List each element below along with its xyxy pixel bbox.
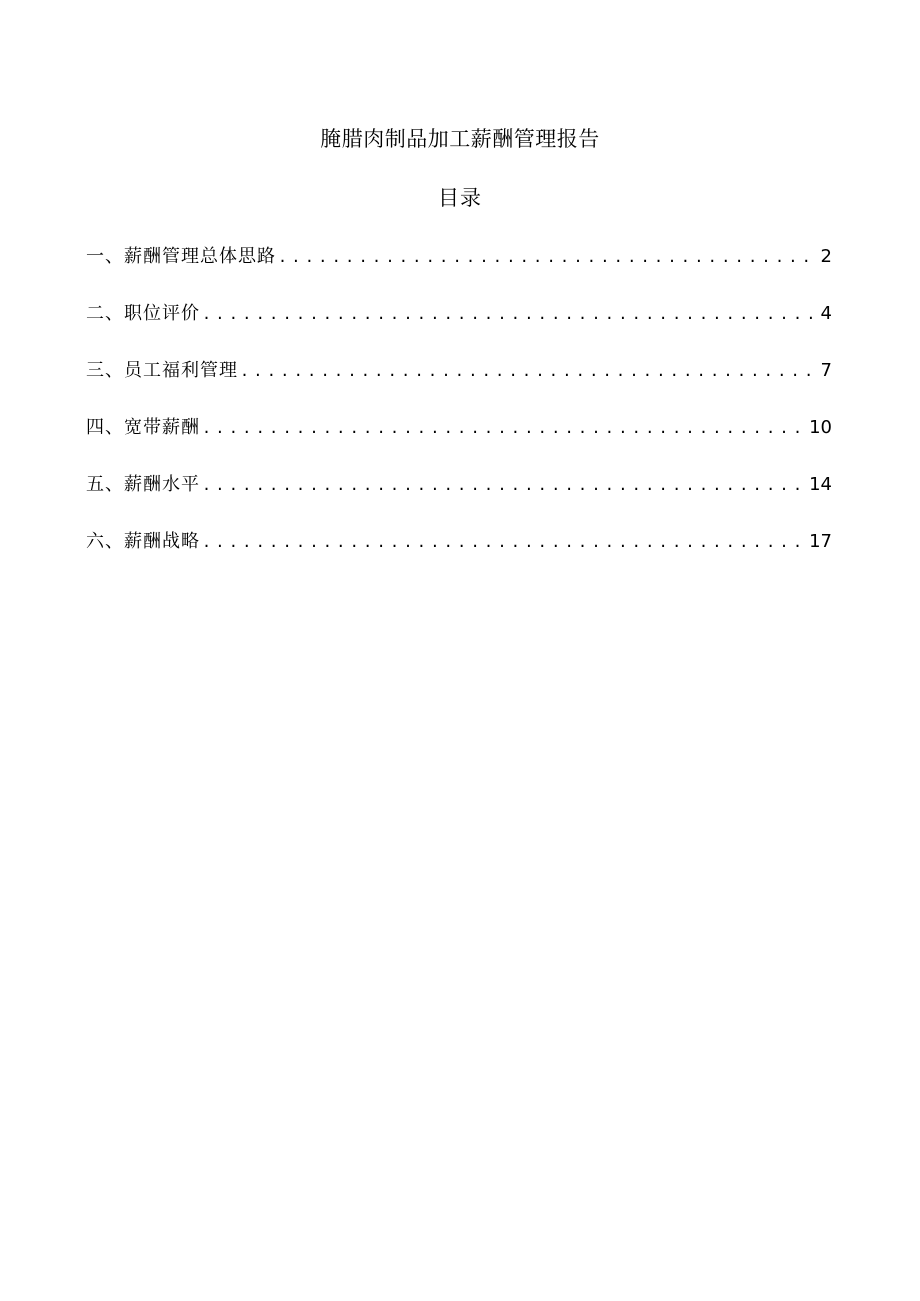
- toc-entry-label: 五、薪酬水平: [86, 474, 200, 495]
- toc-entry[interactable]: [86, 300, 832, 328]
- toc-entry-page: 17: [809, 531, 832, 552]
- toc-entry-label: 四、宽带薪酬: [86, 417, 200, 438]
- toc-entry-label: 一、薪酬管理总体思路: [86, 246, 276, 267]
- toc-entry[interactable]: [86, 243, 832, 271]
- toc-entry[interactable]: [86, 528, 832, 556]
- toc-entry-page: 14: [809, 474, 832, 495]
- toc-dot-leader: [202, 300, 817, 328]
- toc-dot-leader: [240, 357, 817, 385]
- toc-dot-leader: [278, 243, 817, 271]
- toc-entry-page: 10: [809, 417, 832, 438]
- toc-heading: 目录: [438, 186, 482, 210]
- toc-entry-label: 二、职位评价: [86, 303, 200, 324]
- toc-dot-leader: [202, 528, 805, 556]
- toc-entry-page: 7: [820, 360, 832, 381]
- toc-dot-leader: [202, 471, 805, 499]
- toc-entry-page: 2: [820, 246, 832, 267]
- toc-entry-page: 4: [820, 303, 832, 324]
- toc-entry[interactable]: [86, 471, 832, 499]
- toc-entry-label: 三、员工福利管理: [86, 360, 238, 381]
- toc-dot-leader: [202, 414, 805, 442]
- table-of-contents: [86, 243, 832, 585]
- document-title: 腌腊肉制品加工薪酬管理报告: [320, 127, 600, 151]
- toc-entry-label: 六、薪酬战略: [86, 531, 200, 552]
- toc-entry[interactable]: [86, 357, 832, 385]
- toc-entry[interactable]: [86, 414, 832, 442]
